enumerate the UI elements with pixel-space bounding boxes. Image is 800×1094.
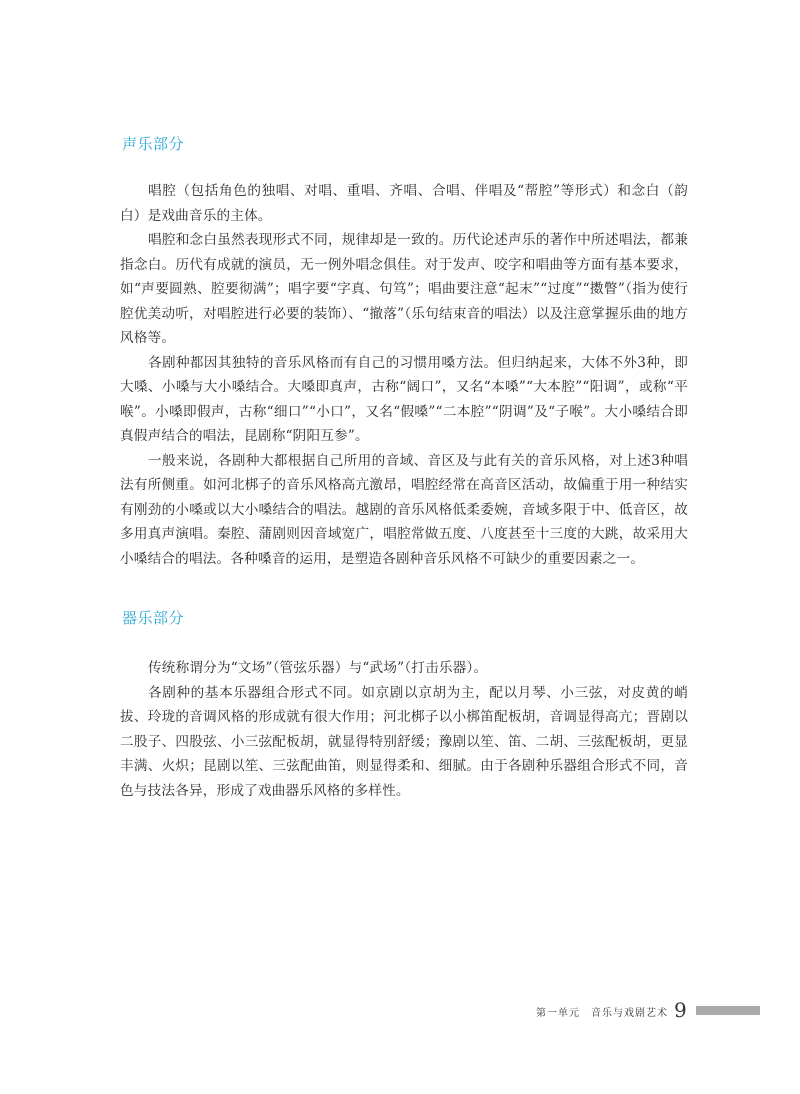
paragraph: 各剧种都因其独特的音乐风格而有自己的习惯用嗓方法。但归纳起来，大体不外3种，即大嗓、小嗓与大小嗓结合。大嗓即真声，古称“阔口”，又名“本嗓”“大本腔”“阳调”，或称“平喉”。小嗓即假声，古称“细口”“小口”，又名“假嗓”“二本腔”“阴调”及“子喉”。大小嗓结合即真假声结合的唱法，昆剧称“阴阳互参”。 bbox=[120, 354, 688, 444]
paragraph: 各剧种的基本乐器组合形式不同。如京剧以京胡为主，配以月琴、小三弦，对皮黄的峭拔、玲珑的音调风格的形成就有很大作用；河北梆子以小梆笛配板胡，音调显得高亢；晋剧以二股子、四股弦、小三弦配板胡，就显得特别舒缓；豫剧以笙、笛、二胡、三弦配板胡，更显丰满、火炽；昆剧以笙、三弦配曲笛，则显得柔和、细腻。由于各剧种乐器组合形式不同，音色与技法各异，形成了戏曲器乐风格的多样性。 bbox=[120, 684, 688, 799]
paragraph: 唱腔（包括角色的独唱、对唱、重唱、齐唱、合唱、伴唱及“帮腔”等形式）和念白（韵白）是戏曲音乐的主体。 bbox=[120, 183, 688, 224]
paragraph: 唱腔和念白虽然表现形式不同，规律却是一致的。历代论述声乐的著作中所述唱法，都兼指念白。历代有成就的演员，无一例外唱念俱佳。对于发声、咬字和唱曲等方面有基本要求，如“声要圆熟、腔要彻满”；唱字要“字真、句笃”；唱曲要注意“起末”“过度”“擞瞥”（指为使行腔优美动听，对唱腔进行必要的装饰）、“撤落”（乐句结束音的唱法）以及注意掌握乐曲的地方风格等。 bbox=[120, 232, 688, 346]
section-heading-instrumental: 器乐部分 bbox=[122, 609, 185, 627]
section-heading-vocal: 声乐部分 bbox=[122, 135, 185, 153]
page-number: 9 bbox=[674, 998, 687, 1022]
instrumental-section-body bbox=[120, 656, 688, 803]
vocal-section-body bbox=[120, 179, 688, 571]
page-footer bbox=[0, 998, 800, 1022]
running-title: 第一单元 音乐与戏剧艺术 bbox=[536, 1008, 668, 1019]
footer-decorative-bar bbox=[696, 1006, 760, 1015]
paragraph: 一般来说，各剧种大都根据自己所用的音域、音区及与此有关的音乐风格，对上述3种唱法有所侧重。如河北梆子的音乐风格高亢激昂，唱腔经常在高音区活动，故偏重于用一种结实有刚劲的小嗓或以大小嗓结合的唱法。越剧的音乐风格低柔委婉，音域多限于中、低音区，故多用真声演唱。秦腔、蒲剧则因音域宽广，唱腔常做五度、八度甚至十三度的大跳，故采用大小嗓结合的唱法。各种嗓音的运用，是塑造各剧种音乐风格不可缺少的重要因素之一。 bbox=[120, 452, 688, 567]
paragraph: 传统称谓分为“文场”（管弦乐器）与“武场”（打击乐器）。 bbox=[148, 660, 488, 676]
